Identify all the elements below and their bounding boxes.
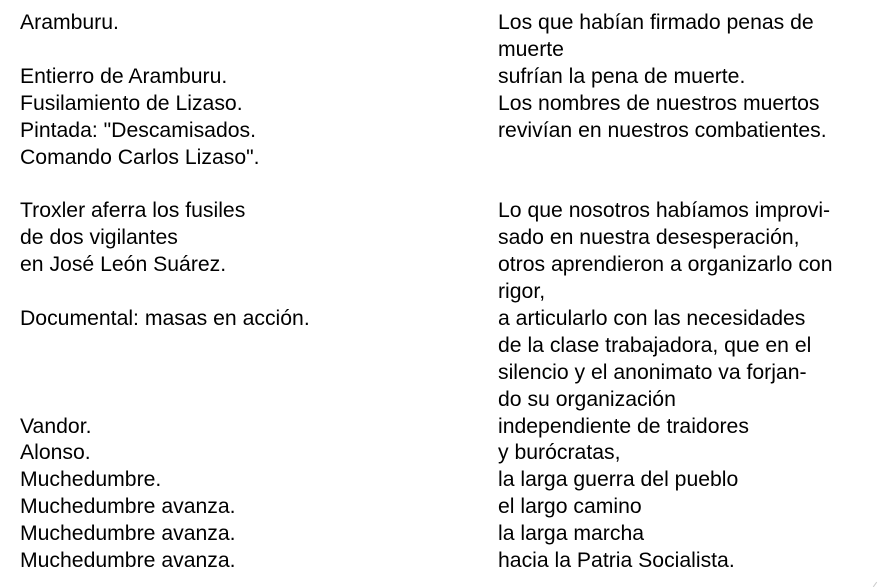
left-column-line: Fusilamiento de Lizaso. xyxy=(20,91,243,115)
right-column-line: rigor, xyxy=(498,280,546,303)
right-column-line: do su organización xyxy=(498,387,676,411)
right-column-line: sado en nuestra desesperación, xyxy=(498,226,800,250)
left-column-line: Alonso. xyxy=(20,441,91,465)
right-column-line: Los nombres de nuestros muertos xyxy=(498,91,820,115)
left-column-line: Muchedumbre avanza. xyxy=(20,495,236,519)
right-column-line: silencio y el anonimato va forjan- xyxy=(498,360,807,384)
right-column-line: y burócratas, xyxy=(498,441,621,465)
right-column-line: el largo camino xyxy=(498,495,642,519)
left-column-line: Vandor. xyxy=(20,414,92,438)
left-column-line: Pintada: "Descamisados. xyxy=(20,118,256,142)
right-column-line: revivían en nuestros combatientes. xyxy=(498,118,827,142)
right-column-line: de la clase trabajadora, que en el xyxy=(498,333,812,357)
left-column-line: Documental: masas en acción. xyxy=(20,306,310,330)
left-column-line: en José León Suárez. xyxy=(20,253,227,277)
left-column-line: Muchedumbre. xyxy=(20,468,162,492)
right-column-line: sufrían la pena de muerte. xyxy=(498,64,746,88)
right-column-line: muerte xyxy=(498,37,564,61)
left-column-line: de dos vigilantes xyxy=(20,226,178,250)
left-column-line: Entierro de Aramburu. xyxy=(20,64,228,88)
left-column-line: Comando Carlos Lizaso". xyxy=(20,145,260,169)
right-column-line: a articularlo con las necesidades xyxy=(498,306,806,330)
right-column-line: Lo que nosotros habíamos improvi- xyxy=(498,199,831,223)
right-column-line: independiente de traidores xyxy=(498,414,749,438)
left-column-line: Muchedumbre avanza. xyxy=(20,549,236,572)
left-column-line: Troxler aferra los fusiles xyxy=(20,199,246,223)
right-column-line: otros aprendieron a organizarlo con xyxy=(498,253,833,277)
right-column-line: Los que habían firmado penas de xyxy=(498,11,814,34)
corner-mark xyxy=(873,582,877,587)
right-column-line: hacia la Patria Socialista. xyxy=(498,549,735,572)
right-column-line: la larga guerra del pueblo xyxy=(498,468,739,492)
left-column-line: Muchedumbre avanza. xyxy=(20,522,236,546)
right-column-line: la larga marcha xyxy=(498,522,645,546)
left-column-line: Aramburu. xyxy=(20,11,119,34)
